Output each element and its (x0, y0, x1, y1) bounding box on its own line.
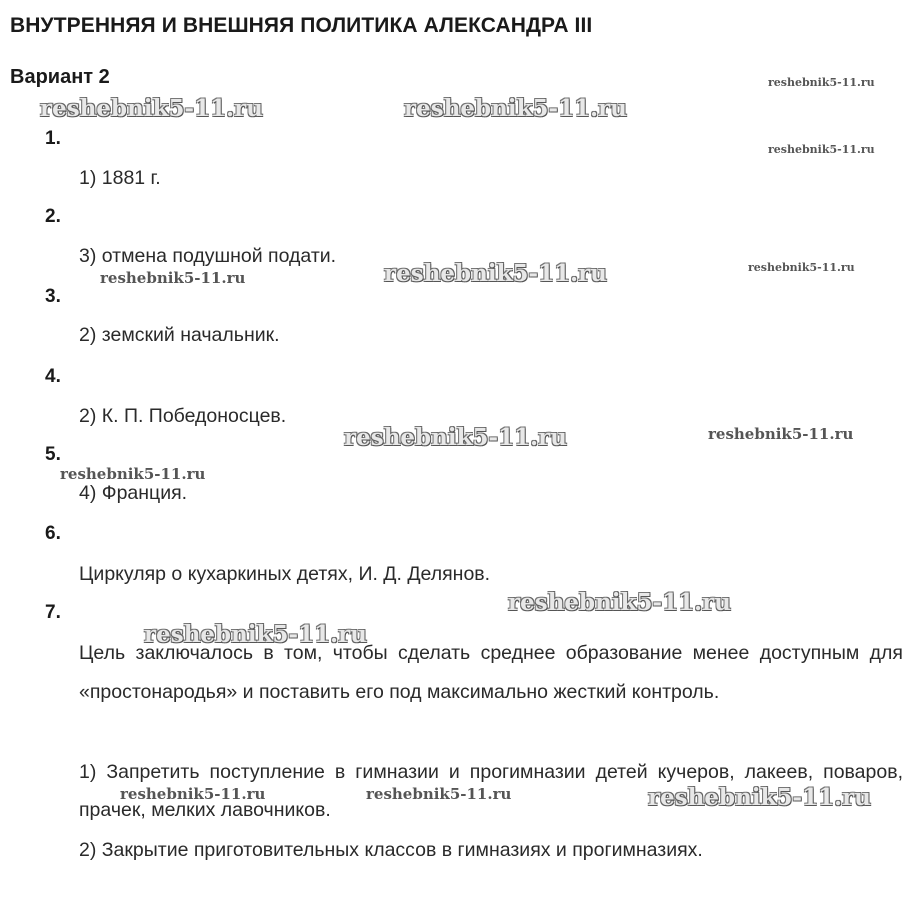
watermark: reshebnik5-11.ru (100, 269, 246, 287)
question-number: 3. (45, 286, 61, 307)
watermark: reshebnik5-11.ru (60, 465, 206, 483)
answer-text: 3) отмена подушной подати. (79, 245, 337, 267)
question-number: 2. (45, 206, 61, 227)
answer-text: 2) К. П. Победоносцев. (79, 405, 287, 427)
answer-paragraph: 1) Запретить поступление в гимназии и прогимназии детей кучеров, лакеев, поваров, прачек, мелких лавочников. (79, 761, 903, 821)
watermark: reshebnik5-11.ru (708, 425, 854, 443)
watermark: reshebnik5-11.ru (144, 621, 367, 648)
answer-paragraph: Цель заключалось в том, чтобы сделать среднее образование менее доступным для «простонародья» и поставить его под максимально жесткий контроль. (79, 642, 903, 703)
watermark: reshebnik5-11.ru (120, 785, 266, 803)
watermark: reshebnik5-11.ru (748, 261, 855, 274)
question-number: 6. (45, 523, 61, 544)
variant-heading: Вариант 2 (10, 66, 110, 88)
watermark: reshebnik5-11.ru (404, 95, 627, 122)
watermark: reshebnik5-11.ru (508, 589, 731, 616)
watermark: reshebnik5-11.ru (768, 143, 875, 156)
watermark: reshebnik5-11.ru (384, 260, 607, 287)
answer-text: Циркуляр о кухаркиных детях, И. Д. Делянов. (79, 563, 491, 585)
document-title: ВНУТРЕННЯЯ И ВНЕШНЯЯ ПОЛИТИКА АЛЕКСАНДРА III (10, 14, 593, 37)
question-number: 1. (45, 128, 61, 149)
watermark: reshebnik5-11.ru (768, 76, 875, 89)
watermark: reshebnik5-11.ru (40, 95, 263, 122)
question-number: 5. (45, 444, 61, 465)
answer-text: 1) 1881 г. (79, 167, 161, 189)
answer-paragraph: 2) Закрытие приготовительных классов в гимназиях и прогимназиях. (79, 839, 703, 861)
watermark: reshebnik5-11.ru (648, 784, 871, 811)
question-number: 7. (45, 602, 61, 623)
watermark: reshebnik5-11.ru (344, 424, 567, 451)
question-number: 4. (45, 366, 61, 387)
answer-text: 2) земский начальник. (79, 324, 280, 346)
watermark: reshebnik5-11.ru (366, 785, 512, 803)
answer-text: 4) Франция. (79, 482, 188, 504)
